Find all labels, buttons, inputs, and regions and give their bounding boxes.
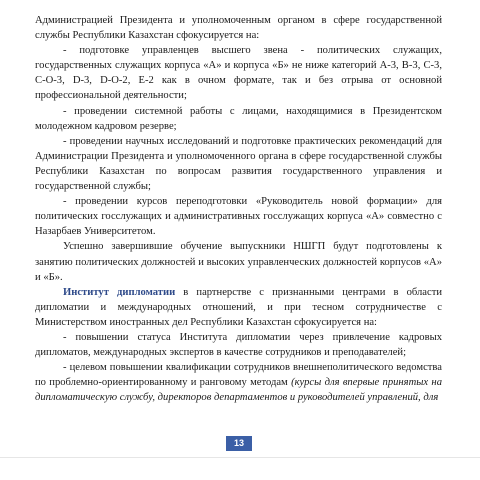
paragraph-6: Успешно завершившие обучение выпускники НШГП будут подготовлены к занятию политических должностей и высоких управленческих должностей корпусов «А» и «Б». [35,241,442,283]
paragraph-7-text: в партнерстве с признанными центрами в области дипломатии и международных отношений, и при тесном сотрудничестве с Министерством иностранных дел Республики Казахстан сфокусируется на: [35,286,442,328]
footer-divider [0,457,480,458]
page-number-badge: 13 [226,436,252,451]
paragraph-8: - повышении статуса Института дипломатии через привлечение кадровых дипломатов, международных экспертов в качестве сотрудников и преподавателей; [35,331,442,359]
paragraph-9-text: - целевом повышении квалификации сотрудников внешнеполитического ведомства по проблемно-ориентированному и ранговому методам [35,362,442,389]
paragraph-9-italic: (курсы для впервые принятых на дипломатическую службу, директоров департаментов и руководителей управлений, для [35,377,442,404]
institute-heading: Институт дипломатии [63,286,176,298]
paragraph-1: Администрацией Президента и уполномоченным органом в сфере государственной службы Республики Казахстан сфокусируется на: [35,15,442,42]
paragraph-9 [35,360,442,405]
paragraph-3: - проведении системной работы с лицами, находящимися в Президентском молодежном кадровом резерве; [35,105,442,132]
paragraph-2: - подготовке управленцев высшего звена - политических служащих, государственных служащих корпуса «А» и корпуса «Б» не ниже категорий А-3, В-3, С-3, С-О-3, D-3, D-О-2, Е-2 как в очном формате, так и без отрыва от основной профессиональной деятельности; [35,45,442,102]
paragraph-4: - проведении научных исследований и подготовке практических рекомендаций для Администрации Президента и уполномоченного органа в сфере государственной службы Республики Казахстан по вопросам развития государственного управления и государственной службы; [35,135,442,193]
body-text [35,13,442,405]
paragraph-7 [35,285,442,330]
paragraph-5: - проведении курсов переподготовки «Руководитель новой формации» для политических госслужащих и административных госслужащих корпуса «А» совместно с Назарбаев Университетом. [35,196,442,238]
